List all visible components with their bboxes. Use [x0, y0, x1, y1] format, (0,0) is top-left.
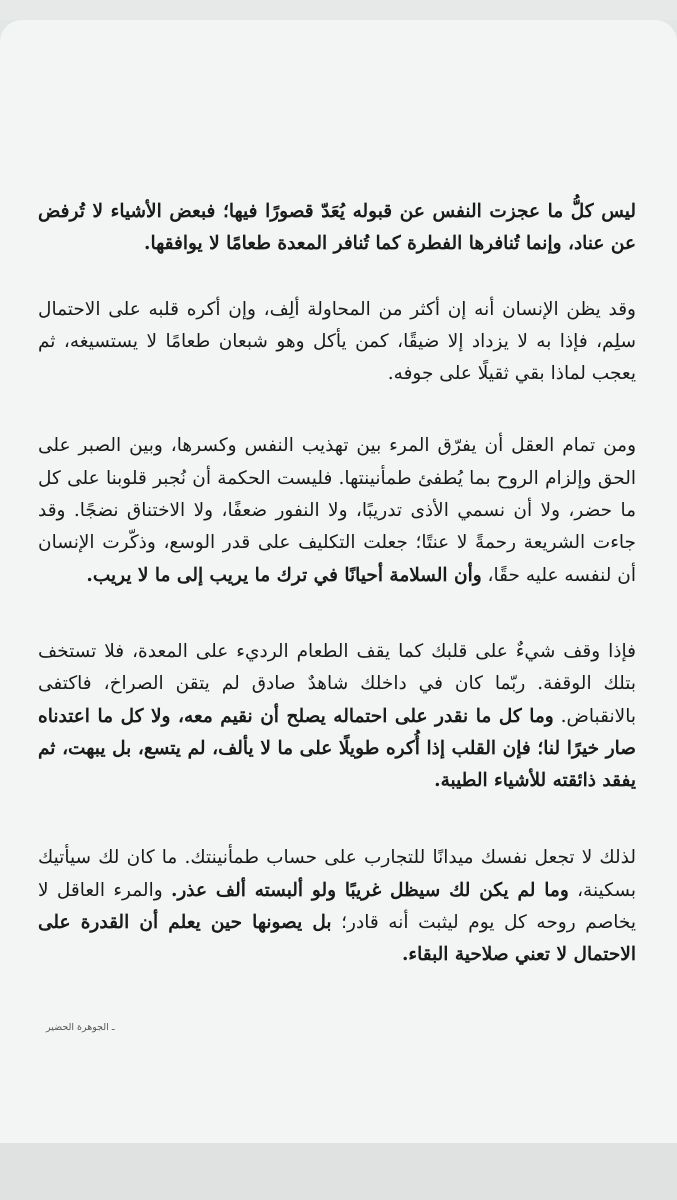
text-segment-bold: بل يصونها حين يعلم أن القدرة على الاحتمال لا تعني صلاحية البقاء. [38, 912, 636, 966]
article-body [38, 196, 636, 972]
author-signature: ـ الجوهرة الحضير [46, 1022, 115, 1033]
status-bar-area [0, 0, 677, 20]
paragraph-spacer [38, 390, 636, 430]
text-segment: ليس كلُّ ما عجزت النفس عن قبوله يُعَدّ قصورًا فيها؛ فبعض الأشياء لا تُرفض عن عناد، وإنما تُنافرها الفطرة كما تُنافر المعدة طعامًا لا يوافقها. [38, 201, 636, 255]
text-segment-bold: وأن السلامة أحيانًا في ترك ما يريب إلى ما لا يريب. [86, 564, 482, 586]
paragraph-2 [38, 294, 636, 391]
paragraph-1 [38, 196, 636, 261]
text-segment: لذلك لا تجعل نفسك ميدانًا للتجارب على حساب طمأنينتك. ما كان لك سيأتيك بسكينة، [38, 847, 636, 901]
text-segment: ومن تمام العقل أن يفرّق المرء بين تهذيب النفس وكسرها، وبين الصبر على الحق وإلزام الروح بما يُطفئ طمأنينتها. فليست الحكمة أن نُجبر قلوبنا على كل ما حضر، ولا أن نسمي الأذى تدريبًا، ولا النفور ضعفًا، ولا الاختناق نضجًا. وقد جاءت الشريعة رحمةً لا عنتًا؛ جعلت التكليف على قدر الوسع، وذكّرت الإنسان أن لنفسه عليه حقًا، [38, 435, 636, 586]
reply-bar-area [0, 1143, 677, 1200]
text-segment: والمرء العاقل لا يخاصم روحه كل يوم ليثبت أنه قادر؛ [38, 879, 637, 934]
text-segment-bold: وما لم يكن لك سيظل غريبًا ولو ألبسته ألف عذر. [170, 879, 569, 901]
text-segment-bold: وما كل ما نقدر على احتماله يصلح أن نقيم معه، ولا كل ما اعتدناه صار خيرًا لنا؛ فإن القلب إذا أُكره طويلًا على ما لا يألف، لم يتسع، بل يبهت، ثم يفقد ذائقته للأشياء الطيبة. [38, 705, 636, 792]
paragraph-3 [38, 430, 636, 591]
paragraph-5 [38, 842, 636, 971]
paragraph-4 [38, 636, 636, 797]
paragraph-spacer [38, 592, 636, 636]
paragraph-spacer [38, 261, 636, 294]
text-segment: فإذا وقف شيءٌ على قلبك كما يقف الطعام الرديء على المعدة، فلا تستخف بتلك الوقفة. ربّما كان في داخلك شاهدٌ صادق لم يتقن الصراخ، فاكتفى بالانقباض. [38, 640, 636, 727]
paragraph-spacer [38, 797, 636, 842]
text-segment: وقد يظن الإنسان أنه إن أكثر من المحاولة ألِف، وإن أكره قلبه على الاحتمال سلِم، فإذا به لا يزداد إلا ضيقًا، كمن يأكل وهو شبعان طعامًا لا يستسيغه، ثم يعجب لماذا بقي ثقيلًا على جوفه. [38, 298, 636, 385]
